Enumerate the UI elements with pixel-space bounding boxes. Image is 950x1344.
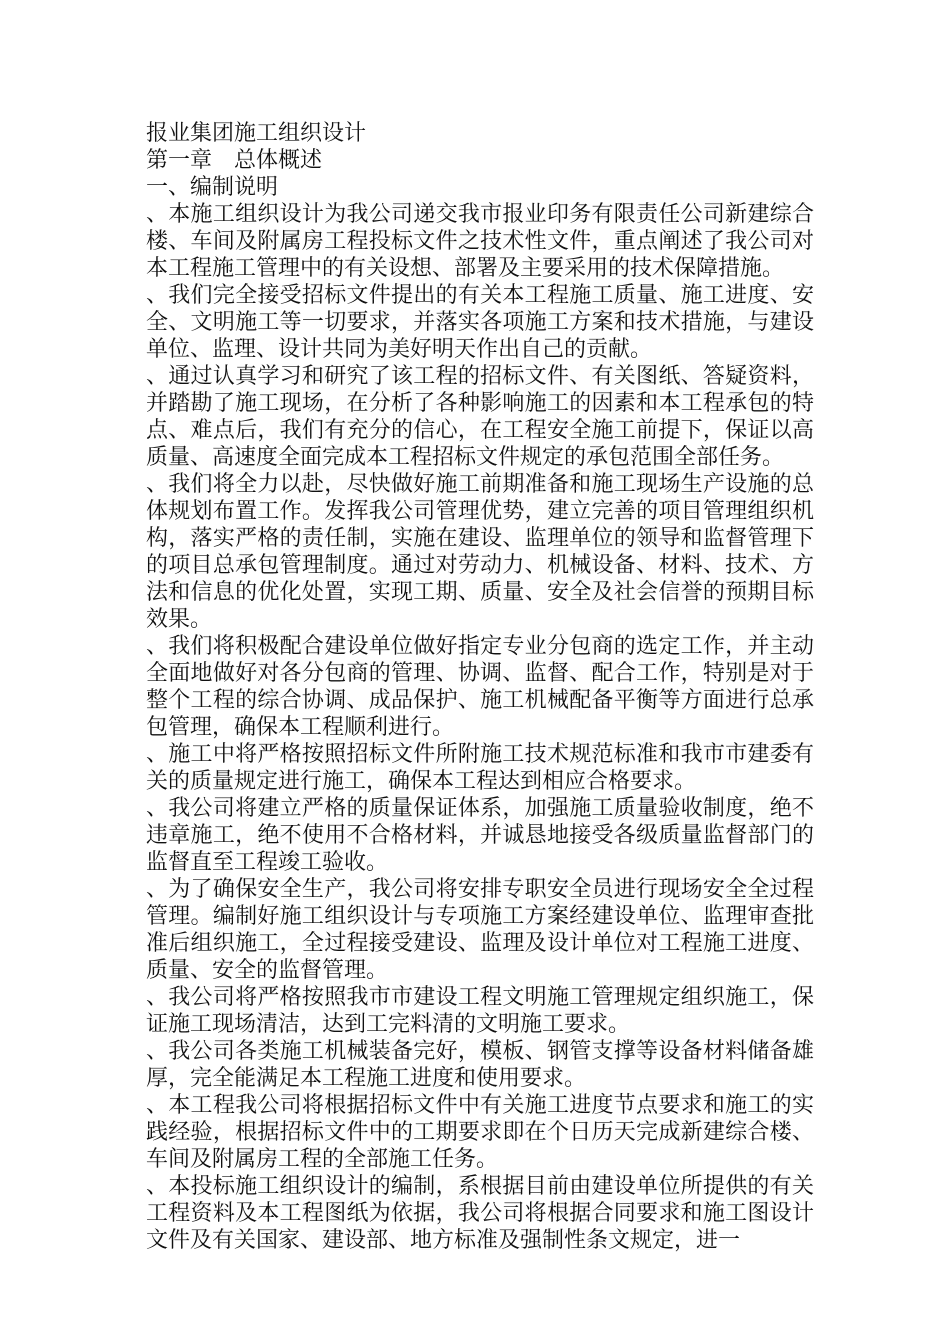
paragraph: 、本施工组织设计为我公司递交我市报业印务有限责任公司新建综合楼、车间及附属房工程投标文件之技术性文件，重点阐述了我公司对本工程施工管理中的有关设想、部署及主要采用的技术保障措施。 <box>146 202 814 281</box>
paragraph: 、为了确保安全生产，我公司将安排专职安全员进行现场安全全过程管理。编制好施工组织设计与专项施工方案经建设单位、监理审查批准后组织施工，全过程接受建设、监理及设计单位对工程施工进度、质量、安全的监督管理。 <box>146 877 814 983</box>
paragraph: 、我们将积极配合建设单位做好指定专业分包商的选定工作，并主动全面地做好对各分包商的管理、协调、监督、配合工作，特别是对于整个工程的综合协调、成品保护、施工机械配备平衡等方面进行总承包管理，确保本工程顺利进行。 <box>146 634 814 740</box>
paragraph: 、施工中将严格按照招标文件所附施工技术规范标准和我市市建委有关的质量规定进行施工，确保本工程达到相应合格要求。 <box>146 742 814 794</box>
paragraph: 、我们将全力以赴，尽快做好施工前期准备和施工现场生产设施的总体规划布置工作。发挥我公司管理优势，建立完善的项目管理组织机构，落实严格的责任制，实施在建设、监理单位的领导和监督管理下的项目总承包管理制度。通过对劳动力、机械设备、材料、技术、方法和信息的优化处置，实现工期、质量、安全及社会信誉的预期目标效果。 <box>146 472 814 632</box>
paragraph: 、本投标施工组织设计的编制，系根据目前由建设单位所提供的有关工程资料及本工程图纸为依据，我公司将根据合同要求和施工图设计文件及有关国家、建设部、地方标准及强制性条文规定，进一 <box>146 1174 814 1253</box>
section-heading: 一、编制说明 <box>146 175 279 200</box>
chapter-heading: 第一章 总体概述 <box>146 148 323 173</box>
document-page <box>146 120 814 1254</box>
paragraph: 、我公司将建立严格的质量保证体系，加强施工质量验收制度，绝不违章施工，绝不使用不合格材料，并诚恳地接受各级质量监督部门的监督直至工程竣工验收。 <box>146 796 814 875</box>
paragraph: 、本工程我公司将根据招标文件中有关施工进度节点要求和施工的实践经验，根据招标文件中的工期要求即在个日历天完成新建综合楼、车间及附属房工程的全部施工任务。 <box>146 1093 814 1172</box>
document-title: 报业集团施工组织设计 <box>146 121 367 146</box>
paragraph: 、我公司各类施工机械装备完好，模板、钢管支撑等设备材料储备雄厚，完全能满足本工程施工进度和使用要求。 <box>146 1039 814 1091</box>
paragraph: 、我公司将严格按照我市市建设工程文明施工管理规定组织施工，保证施工现场清洁，达到工完料清的文明施工要求。 <box>146 985 814 1037</box>
paragraph: 、我们完全接受招标文件提出的有关本工程施工质量、施工进度、安全、文明施工等一切要求，并落实各项施工方案和技术措施，与建设单位、监理、设计共同为美好明天作出自己的贡献。 <box>146 283 814 362</box>
paragraph: 、通过认真学习和研究了该工程的招标文件、有关图纸、答疑资料，并踏勘了施工现场，在分析了各种影响施工的因素和本工程承包的特点、难点后，我们有充分的信心，在工程安全施工前提下，保证以高质量、高速度全面完成本工程招标文件规定的承包范围全部任务。 <box>146 364 814 470</box>
